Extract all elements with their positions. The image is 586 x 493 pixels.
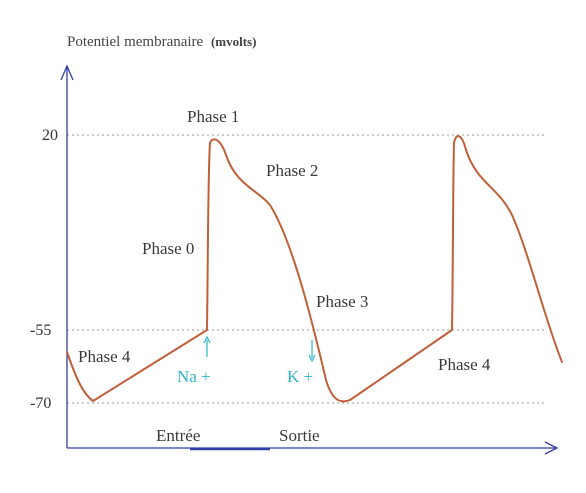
diagram-title bbox=[67, 34, 256, 50]
phase-2-label: Phase 2 bbox=[266, 161, 319, 180]
y-tick-20: 20 bbox=[42, 127, 58, 144]
na-ion-label: Na + bbox=[177, 367, 211, 386]
title-unit: (mvolts) bbox=[210, 34, 257, 49]
phase-4-right-label: Phase 4 bbox=[438, 355, 491, 374]
phase-1-label: Phase 1 bbox=[187, 107, 240, 126]
phase-0-label: Phase 0 bbox=[142, 239, 195, 258]
y-tick-minus55: -55 bbox=[30, 322, 52, 339]
phase-3-label: Phase 3 bbox=[316, 292, 369, 311]
phase-4-left-label: Phase 4 bbox=[78, 347, 131, 366]
title-text: Potentiel membranaire bbox=[67, 34, 204, 50]
entree-label: Entrée bbox=[156, 426, 201, 445]
k-ion-label: K + bbox=[287, 367, 314, 386]
sortie-label: Sortie bbox=[279, 426, 320, 445]
y-tick-minus70: -70 bbox=[30, 395, 52, 412]
